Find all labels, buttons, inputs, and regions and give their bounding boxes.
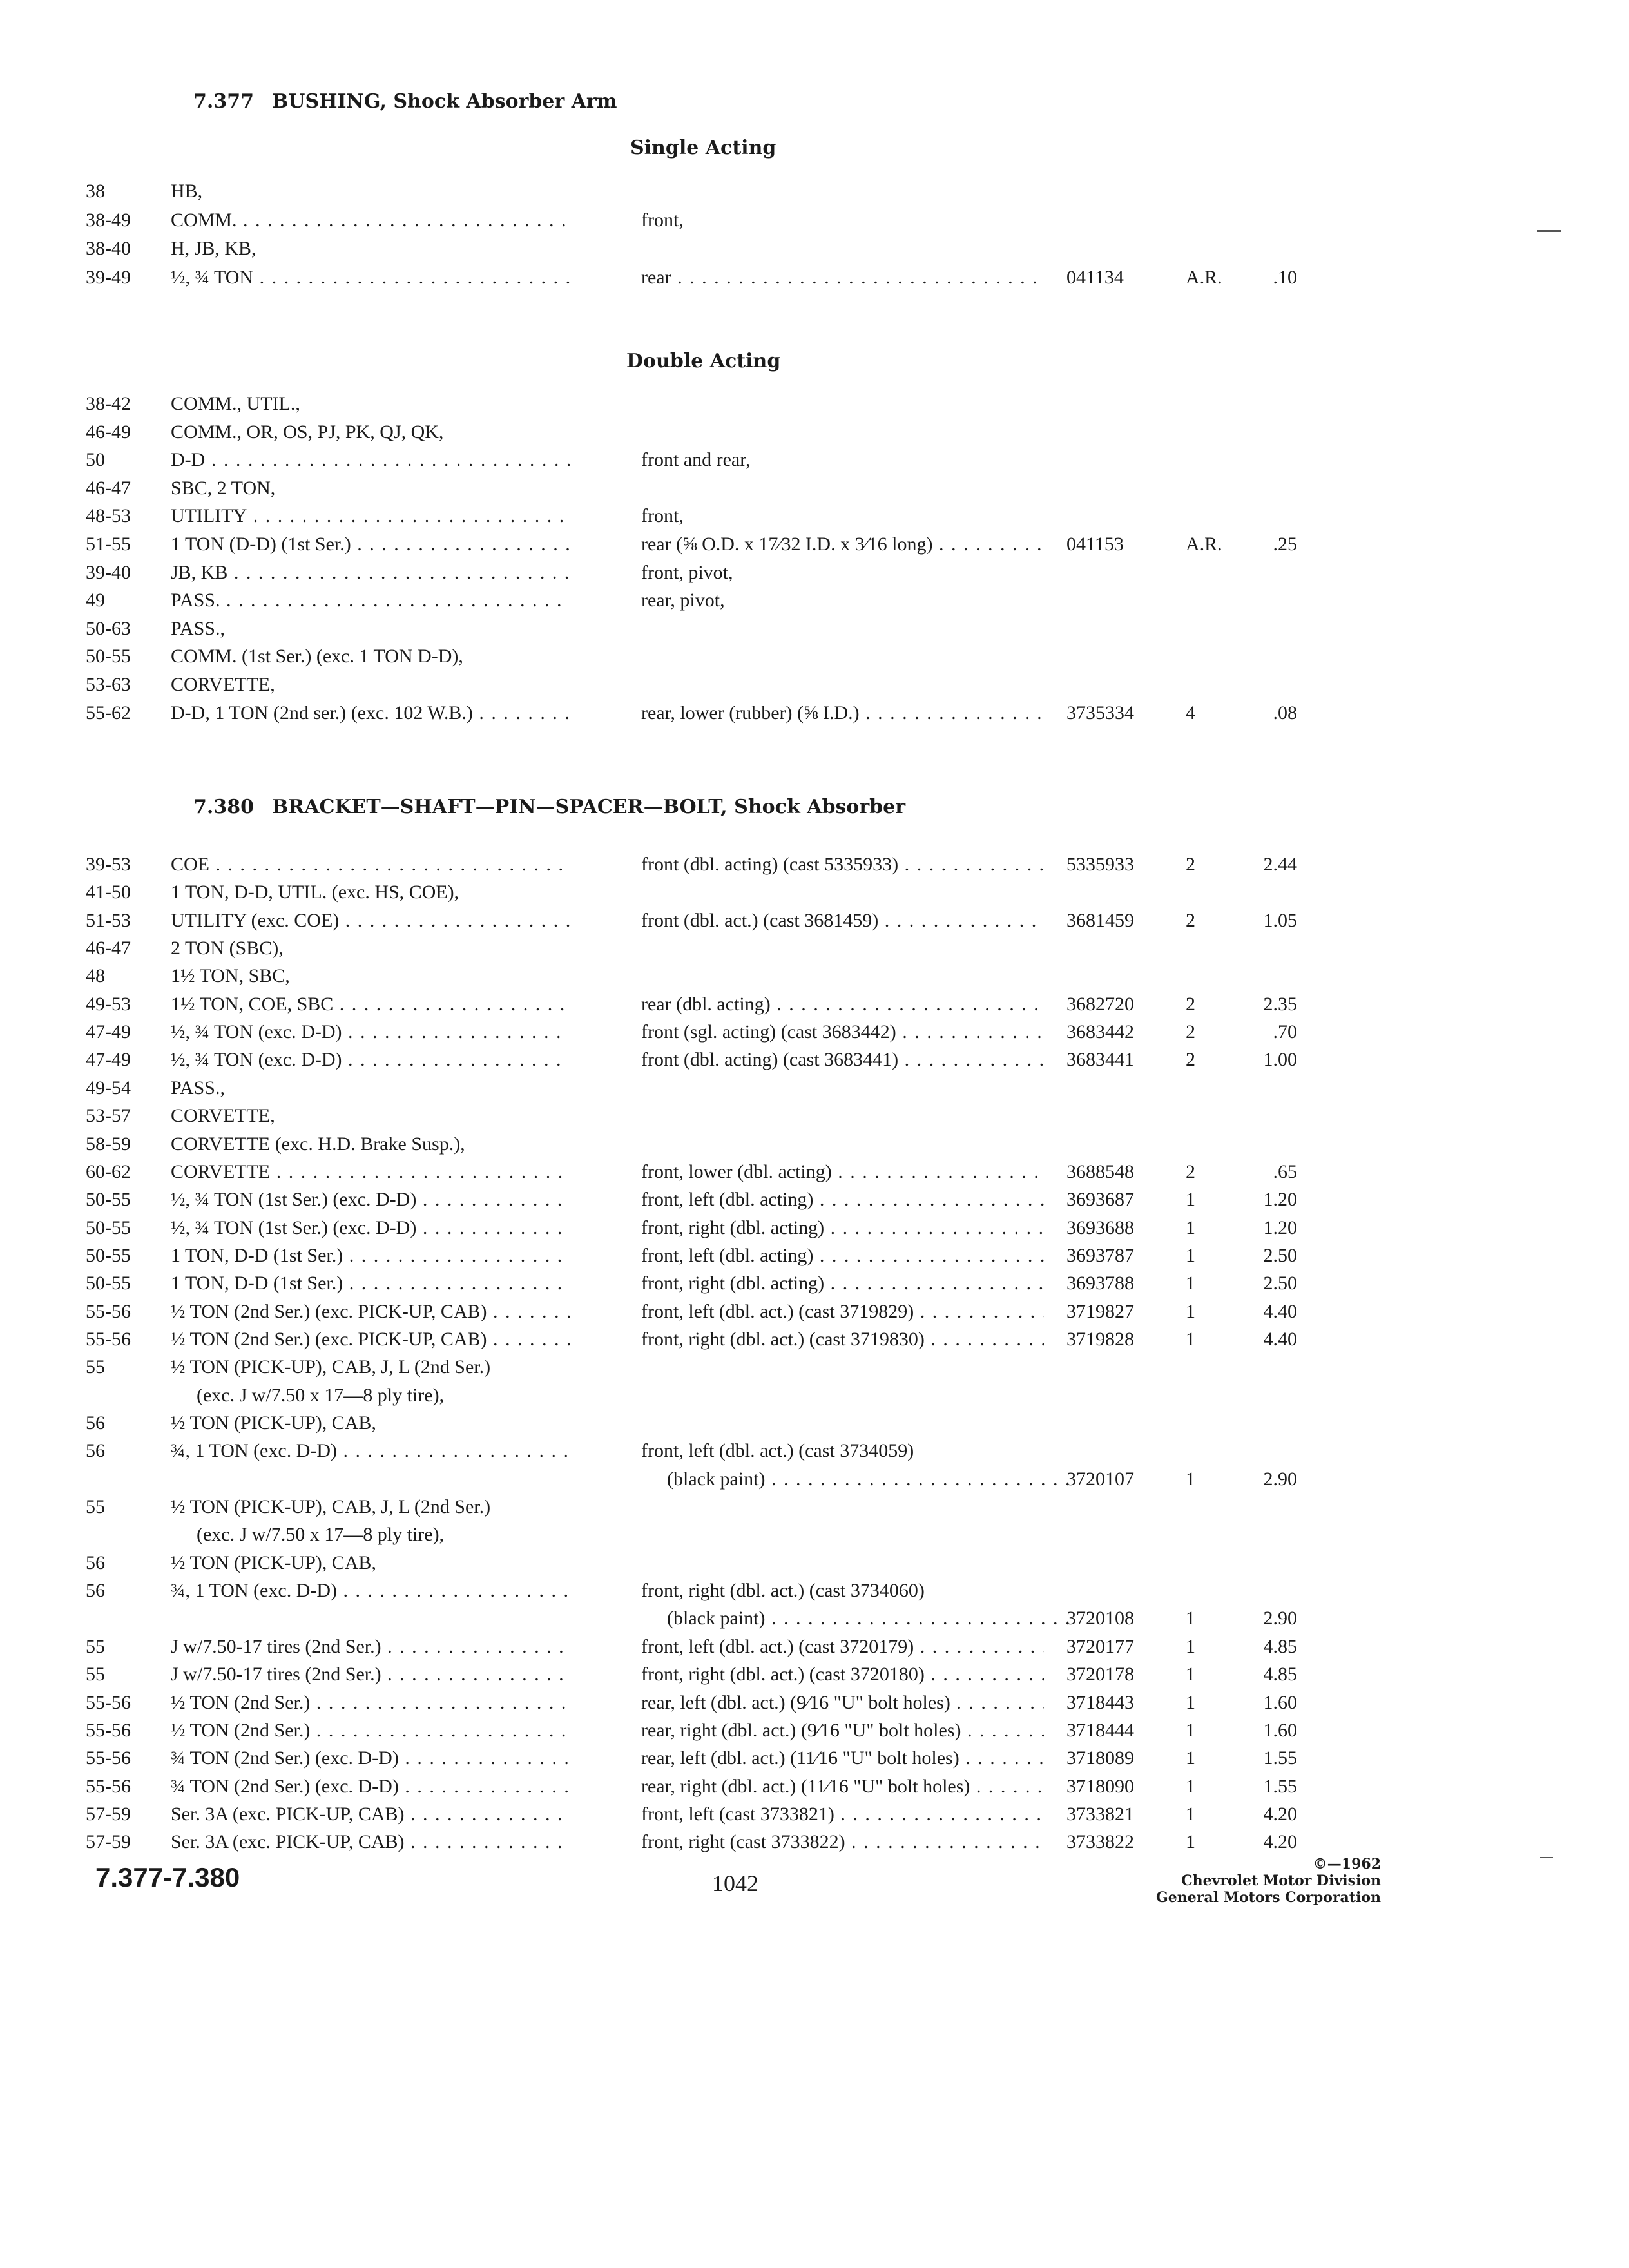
model-cell: ¾, 1 TON (exc. D-D) . . . [171,1577,570,1605]
table-row [0,1689,1629,1717]
price-cell: 4.40 [1263,1300,1297,1322]
description-cell: front, right (cast 3733822) . . . [641,1828,1044,1856]
year-cell: 39-53 [86,854,131,875]
model-cell: ½, ¾ TON . . . [171,264,570,292]
price-cell: 4.20 [1263,1803,1297,1825]
model-cell: COE . . . [171,850,570,879]
part-number-cell: 3719828 [1066,1328,1134,1350]
page-number: 1042 [712,1870,758,1896]
table-row [0,1465,1629,1494]
description-cell: (black paint) . . . [641,1604,1070,1633]
year-cell: 50-55 [86,1273,131,1294]
description-cell: rear . . . [641,264,1044,292]
model-cell: UTILITY . . . [171,502,570,530]
year-cell: 50-55 [86,1189,131,1211]
model-cell: 2 TON (SBC), [171,937,284,959]
description-cell: rear, left (dbl. act.) (11⁄16 "U" bolt holes) . . . [641,1744,1044,1773]
year-cell: 55-56 [86,1775,131,1797]
part-number-cell: 3718444 [1066,1719,1134,1741]
table-row [0,1046,1629,1074]
price-cell: 4.85 [1263,1664,1297,1686]
price-cell: 4.20 [1263,1831,1297,1853]
quantity-cell: 2 [1186,993,1195,1015]
year-cell: 57-59 [86,1831,131,1853]
table-row [0,1269,1629,1298]
price-cell: 1.20 [1263,1216,1297,1238]
description-cell: rear, pivot, [641,590,725,611]
part-number-cell: 3693787 [1066,1244,1134,1266]
description-cell: front, right (dbl. acting) . . . [641,1214,1044,1242]
model-cell: ¾, 1 TON (exc. D-D) . . . [171,1437,570,1465]
table-row [0,530,1629,559]
description-cell: rear, right (dbl. act.) (11⁄16 "U" bolt holes) . . . [641,1773,1044,1801]
description-cell: front, right (dbl. act.) (cast 3719830) . . . [641,1325,1044,1354]
model-cell: ½, ¾ TON (exc. D-D) . . . [171,1018,570,1046]
quantity-cell: 1 [1186,1328,1195,1350]
part-number-cell: 3735334 [1066,702,1134,724]
year-cell: 50-55 [86,1216,131,1238]
table-row [0,1633,1629,1661]
table-row [0,1744,1629,1773]
model-cell: ½ TON (2nd Ser.) (exc. PICK-UP, CAB) . . . [171,1298,570,1326]
table-row [0,1493,1629,1521]
quantity-cell: 1 [1186,1300,1195,1322]
model-cell: ¾ TON (2nd Ser.) (exc. D-D) . . . [171,1744,570,1773]
model-cell: (exc. J w/7.50 x 17—8 ply tire), [197,1384,445,1406]
year-cell: 50-63 [86,617,131,639]
part-number-cell: 5335933 [1066,854,1134,875]
publisher-block [1156,1856,1381,1906]
price-cell: 2.35 [1263,993,1297,1015]
model-cell: ½ TON (2nd Ser.) . . . [171,1689,570,1717]
model-cell: J w/7.50-17 tires (2nd Ser.) . . . [171,1660,570,1689]
part-number-cell: 3718443 [1066,1691,1134,1713]
table-row [0,559,1629,587]
price-cell: 2.90 [1263,1468,1297,1490]
part-number-cell: 041134 [1066,266,1124,288]
division-name: Chevrolet Motor Division [1181,1872,1381,1889]
table-row [0,1074,1629,1102]
table-row [0,1604,1629,1633]
description-cell: front, left (cast 3733821) . . . [641,1800,1044,1829]
quantity-cell: 1 [1186,1691,1195,1713]
year-cell: 47-49 [86,1049,131,1071]
table-row [0,235,1629,263]
year-cell: 56 [86,1552,105,1573]
model-cell: D-D . . . [171,446,570,474]
year-cell: 39-40 [86,561,131,583]
price-cell: .70 [1273,1021,1297,1043]
quantity-cell: 1 [1186,1608,1195,1629]
model-cell: JB, KB . . . [171,559,570,587]
price-cell: 1.60 [1263,1719,1297,1741]
subsection-heading: Double Acting [626,350,781,372]
quantity-cell: 1 [1186,1189,1195,1211]
model-cell: COMM., UTIL., [171,393,300,414]
price-cell: 4.40 [1263,1328,1297,1350]
part-number-cell: 3720107 [1066,1468,1134,1490]
price-cell: 1.55 [1263,1747,1297,1769]
table-row [0,1158,1629,1186]
quantity-cell: A.R. [1186,266,1222,288]
table-row [0,1353,1629,1381]
year-cell: 56 [86,1440,105,1462]
part-number-cell: 3693688 [1066,1216,1134,1238]
price-cell: .25 [1273,533,1297,555]
model-cell: SBC, 2 TON, [171,477,276,499]
description-cell: rear, lower (rubber) (⅝ I.D.) . . . [641,699,1044,727]
year-cell: 51-55 [86,533,131,555]
table-row [0,446,1629,474]
margin-mark [1540,1857,1553,1858]
year-cell: 56 [86,1412,105,1434]
description-cell: front, left (dbl. act.) (cast 3719829) . . . [641,1298,1044,1326]
price-cell: .65 [1273,1160,1297,1182]
year-cell: 57-59 [86,1803,131,1825]
quantity-cell: 1 [1186,1719,1195,1741]
quantity-cell: 1 [1186,1831,1195,1853]
description-cell: front (sgl. acting) (cast 3683442) . . . [641,1018,1044,1046]
model-cell: ¾ TON (2nd Ser.) (exc. D-D) . . . [171,1773,570,1801]
model-cell: 1 TON, D-D (1st Ser.) . . . [171,1242,570,1270]
model-cell: CORVETTE, [171,1105,275,1127]
model-cell: ½, ¾ TON (1st Ser.) (exc. D-D) . . . [171,1214,570,1242]
price-cell: 2.50 [1263,1273,1297,1294]
part-number-cell: 3693687 [1066,1189,1134,1211]
model-cell: ½ TON (PICK-UP), CAB, [171,1412,376,1434]
part-number-cell: 3719827 [1066,1300,1134,1322]
table-row [0,1549,1629,1577]
table-row [0,699,1629,727]
table-row [0,502,1629,530]
quantity-cell: 2 [1186,909,1195,931]
description-cell: front, right (dbl. act.) (cast 3720180) . . . [641,1660,1044,1689]
model-cell: ½ TON (PICK-UP), CAB, J, L (2nd Ser.) [171,1496,491,1518]
table-row [0,1018,1629,1046]
model-cell: J w/7.50-17 tires (2nd Ser.) . . . [171,1633,570,1661]
year-cell: 55-56 [86,1691,131,1713]
description-cell: front and rear, [641,449,751,471]
table-row [0,418,1629,447]
table-row [0,1242,1629,1270]
part-number-cell: 3733821 [1066,1803,1134,1825]
description-cell: front, lower (dbl. acting) . . . [641,1158,1044,1186]
part-number-cell: 3720178 [1066,1664,1134,1686]
quantity-cell: 1 [1186,1747,1195,1769]
section-number: 7.377 [193,90,254,113]
price-cell: .10 [1273,266,1297,288]
quantity-cell: 2 [1186,1021,1195,1043]
model-cell: PASS., [171,617,225,639]
quantity-cell: 1 [1186,1468,1195,1490]
description-cell: rear, right (dbl. act.) (9⁄16 "U" bolt holes) . . . [641,1716,1044,1745]
year-cell: 55 [86,1356,105,1378]
table-row [0,1186,1629,1214]
description-cell: front, [641,209,684,231]
table-row [0,671,1629,699]
table-row [0,1298,1629,1326]
model-cell: (exc. J w/7.50 x 17—8 ply tire), [197,1524,445,1546]
table-row [0,1214,1629,1242]
subsection-heading: Single Acting [630,137,776,159]
model-cell: 1 TON, D-D (1st Ser.) . . . [171,1269,570,1298]
model-cell: ½ TON (2nd Ser.) (exc. PICK-UP, CAB) . . . [171,1325,570,1354]
description-cell: front, left (dbl. act.) (cast 3720179) . . . [641,1633,1044,1661]
table-row [0,586,1629,615]
year-cell: 55-56 [86,1719,131,1741]
model-cell: ½ TON (PICK-UP), CAB, J, L (2nd Ser.) [171,1356,491,1378]
description-cell: front (dbl. acting) (cast 5335933) . . . [641,850,1044,879]
quantity-cell: 1 [1186,1216,1195,1238]
price-cell: 1.55 [1263,1775,1297,1797]
year-cell: 38 [86,180,105,202]
model-cell: D-D, 1 TON (2nd ser.) (exc. 102 W.B.) . . . [171,699,570,727]
year-cell: 38-40 [86,238,131,259]
copyright: ©—1962 [1313,1856,1381,1872]
year-cell: 50-55 [86,1244,131,1266]
quantity-cell: 2 [1186,854,1195,875]
description-cell: front, left (dbl. act.) (cast 3734059) [641,1440,914,1462]
price-cell: 4.85 [1263,1635,1297,1657]
year-cell: 55 [86,1664,105,1686]
page-code: 7.377-7.380 [95,1862,240,1892]
description-cell: front, pivot, [641,561,733,583]
section-name: BRACKET—SHAFT—PIN—SPACER—BOLT, Shock Absorber [271,796,905,818]
year-cell: 46-47 [86,477,131,499]
year-cell: 41-50 [86,881,131,903]
table-row [0,1773,1629,1801]
year-cell: 38-42 [86,393,131,414]
year-cell: 58-59 [86,1133,131,1155]
description-cell: rear (dbl. acting) . . . [641,990,1044,1019]
quantity-cell: 1 [1186,1635,1195,1657]
table-row [0,615,1629,643]
model-cell: ½, ¾ TON (1st Ser.) (exc. D-D) . . . [171,1186,570,1214]
table-row [0,264,1629,292]
quantity-cell: 1 [1186,1803,1195,1825]
part-number-cell: 3718089 [1066,1747,1134,1769]
table-row [0,390,1629,418]
price-cell: 1.00 [1263,1049,1297,1071]
table-row [0,642,1629,671]
year-cell: 50-55 [86,646,131,668]
table-row [0,934,1629,963]
part-number-cell: 3683442 [1066,1021,1134,1043]
year-cell: 48-53 [86,505,131,527]
price-cell: 1.20 [1263,1189,1297,1211]
description-cell: front, left (dbl. acting) . . . [641,1242,1044,1270]
year-cell: 49-53 [86,993,131,1015]
section-name: BUSHING, Shock Absorber Arm [271,90,617,113]
part-number-cell: 3683441 [1066,1049,1134,1071]
table-row [0,1102,1629,1130]
model-cell: 1 TON, D-D, UTIL. (exc. HS, COE), [171,881,459,903]
year-cell: 38-49 [86,209,131,231]
year-cell: 50 [86,449,105,471]
model-cell: CORVETTE (exc. H.D. Brake Susp.), [171,1133,465,1155]
part-number-cell: 3681459 [1066,909,1134,931]
model-cell: PASS. . . . [171,586,570,615]
table-row [0,1828,1629,1856]
year-cell: 60-62 [86,1160,131,1182]
model-cell: H, JB, KB, [171,238,256,259]
year-cell: 39-49 [86,266,131,288]
table-row [0,1521,1629,1549]
year-cell: 48 [86,965,105,987]
model-cell: COMM., OR, OS, PJ, PK, QJ, QK, [171,421,444,443]
description-cell: front, [641,505,684,527]
model-cell: ½, ¾ TON (exc. D-D) . . . [171,1046,570,1074]
corporation-name: General Motors Corporation [1155,1889,1381,1906]
year-cell: 55-56 [86,1747,131,1769]
model-cell: UTILITY (exc. COE) . . . [171,907,570,935]
quantity-cell: 1 [1186,1273,1195,1294]
model-cell: 1 TON (D-D) (1st Ser.) . . . [171,530,570,559]
quantity-cell: 1 [1186,1775,1195,1797]
description-cell: (black paint) . . . [641,1465,1070,1494]
year-cell: 55-56 [86,1300,131,1322]
table-row [0,177,1629,206]
year-cell: 46-47 [86,937,131,959]
year-cell: 55 [86,1635,105,1657]
quantity-cell: 2 [1186,1160,1195,1182]
part-number-cell: 3733822 [1066,1831,1134,1853]
quantity-cell: 2 [1186,1049,1195,1071]
table-row [0,1660,1629,1689]
table-row [0,1716,1629,1745]
year-cell: 49-54 [86,1077,131,1099]
model-cell: COMM. (1st Ser.) (exc. 1 TON D-D), [171,646,463,668]
year-cell: 56 [86,1580,105,1602]
part-number-cell: 041153 [1066,533,1124,555]
model-cell: PASS., [171,1077,225,1099]
table-row [0,878,1629,907]
model-cell: Ser. 3A (exc. PICK-UP, CAB) . . . [171,1800,570,1829]
description-cell: front (dbl. acting) (cast 3683441) . . . [641,1046,1044,1074]
part-number-cell: 3718090 [1066,1775,1134,1797]
section-number: 7.380 [193,796,254,818]
model-cell: 1½ TON, COE, SBC . . . [171,990,570,1019]
table-row [0,1325,1629,1354]
description-cell: rear (⅝ O.D. x 17⁄32 I.D. x 3⁄16 long) . . . [641,530,1044,559]
part-number-cell: 3720108 [1066,1608,1134,1629]
table-row [0,1437,1629,1465]
table-row [0,1130,1629,1158]
model-cell: ½ TON (PICK-UP), CAB, [171,1552,376,1573]
table-row [0,1800,1629,1829]
price-cell: 1.05 [1263,909,1297,931]
quantity-cell: 4 [1186,702,1195,724]
price-cell: 1.60 [1263,1691,1297,1713]
model-cell: HB, [171,180,203,202]
quantity-cell: A.R. [1186,533,1222,555]
table-row [0,850,1629,879]
quantity-cell: 1 [1186,1664,1195,1686]
price-cell: 2.44 [1263,854,1297,875]
description-cell: front (dbl. act.) (cast 3681459) . . . [641,907,1044,935]
year-cell: 51-53 [86,909,131,931]
table-row [0,1409,1629,1437]
table-row [0,990,1629,1019]
model-cell: COMM. . . . [171,206,570,235]
description-cell: front, right (dbl. act.) (cast 3734060) [641,1580,925,1602]
description-cell: front, right (dbl. acting) . . . [641,1269,1044,1298]
year-cell: 47-49 [86,1021,131,1043]
model-cell: CORVETTE, [171,674,275,695]
table-row [0,1577,1629,1605]
part-number-cell: 3688548 [1066,1160,1134,1182]
year-cell: 55-62 [86,702,131,724]
year-cell: 46-49 [86,421,131,443]
year-cell: 53-63 [86,674,131,695]
model-cell: Ser. 3A (exc. PICK-UP, CAB) . . . [171,1828,570,1856]
part-number-cell: 3682720 [1066,993,1134,1015]
table-row [0,907,1629,935]
price-cell: .08 [1273,702,1297,724]
model-cell: ½ TON (2nd Ser.) . . . [171,1716,570,1745]
part-number-cell: 3720177 [1066,1635,1134,1657]
description-cell: front, left (dbl. acting) . . . [641,1186,1044,1214]
model-cell: CORVETTE . . . [171,1158,570,1186]
quantity-cell: 1 [1186,1244,1195,1266]
year-cell: 49 [86,590,105,611]
table-row [0,1381,1629,1410]
section-title [193,90,617,113]
model-cell: 1½ TON, SBC, [171,965,290,987]
part-number-cell: 3693788 [1066,1273,1134,1294]
price-cell: 2.50 [1263,1244,1297,1266]
table-row [0,474,1629,503]
year-cell: 55 [86,1496,105,1518]
margin-mark [1537,230,1561,232]
price-cell: 2.90 [1263,1608,1297,1629]
description-cell: rear, left (dbl. act.) (9⁄16 "U" bolt holes) . . . [641,1689,1044,1717]
table-row [0,962,1629,990]
table-row [0,206,1629,235]
section-title [193,796,905,818]
year-cell: 53-57 [86,1105,131,1127]
year-cell: 55-56 [86,1328,131,1350]
